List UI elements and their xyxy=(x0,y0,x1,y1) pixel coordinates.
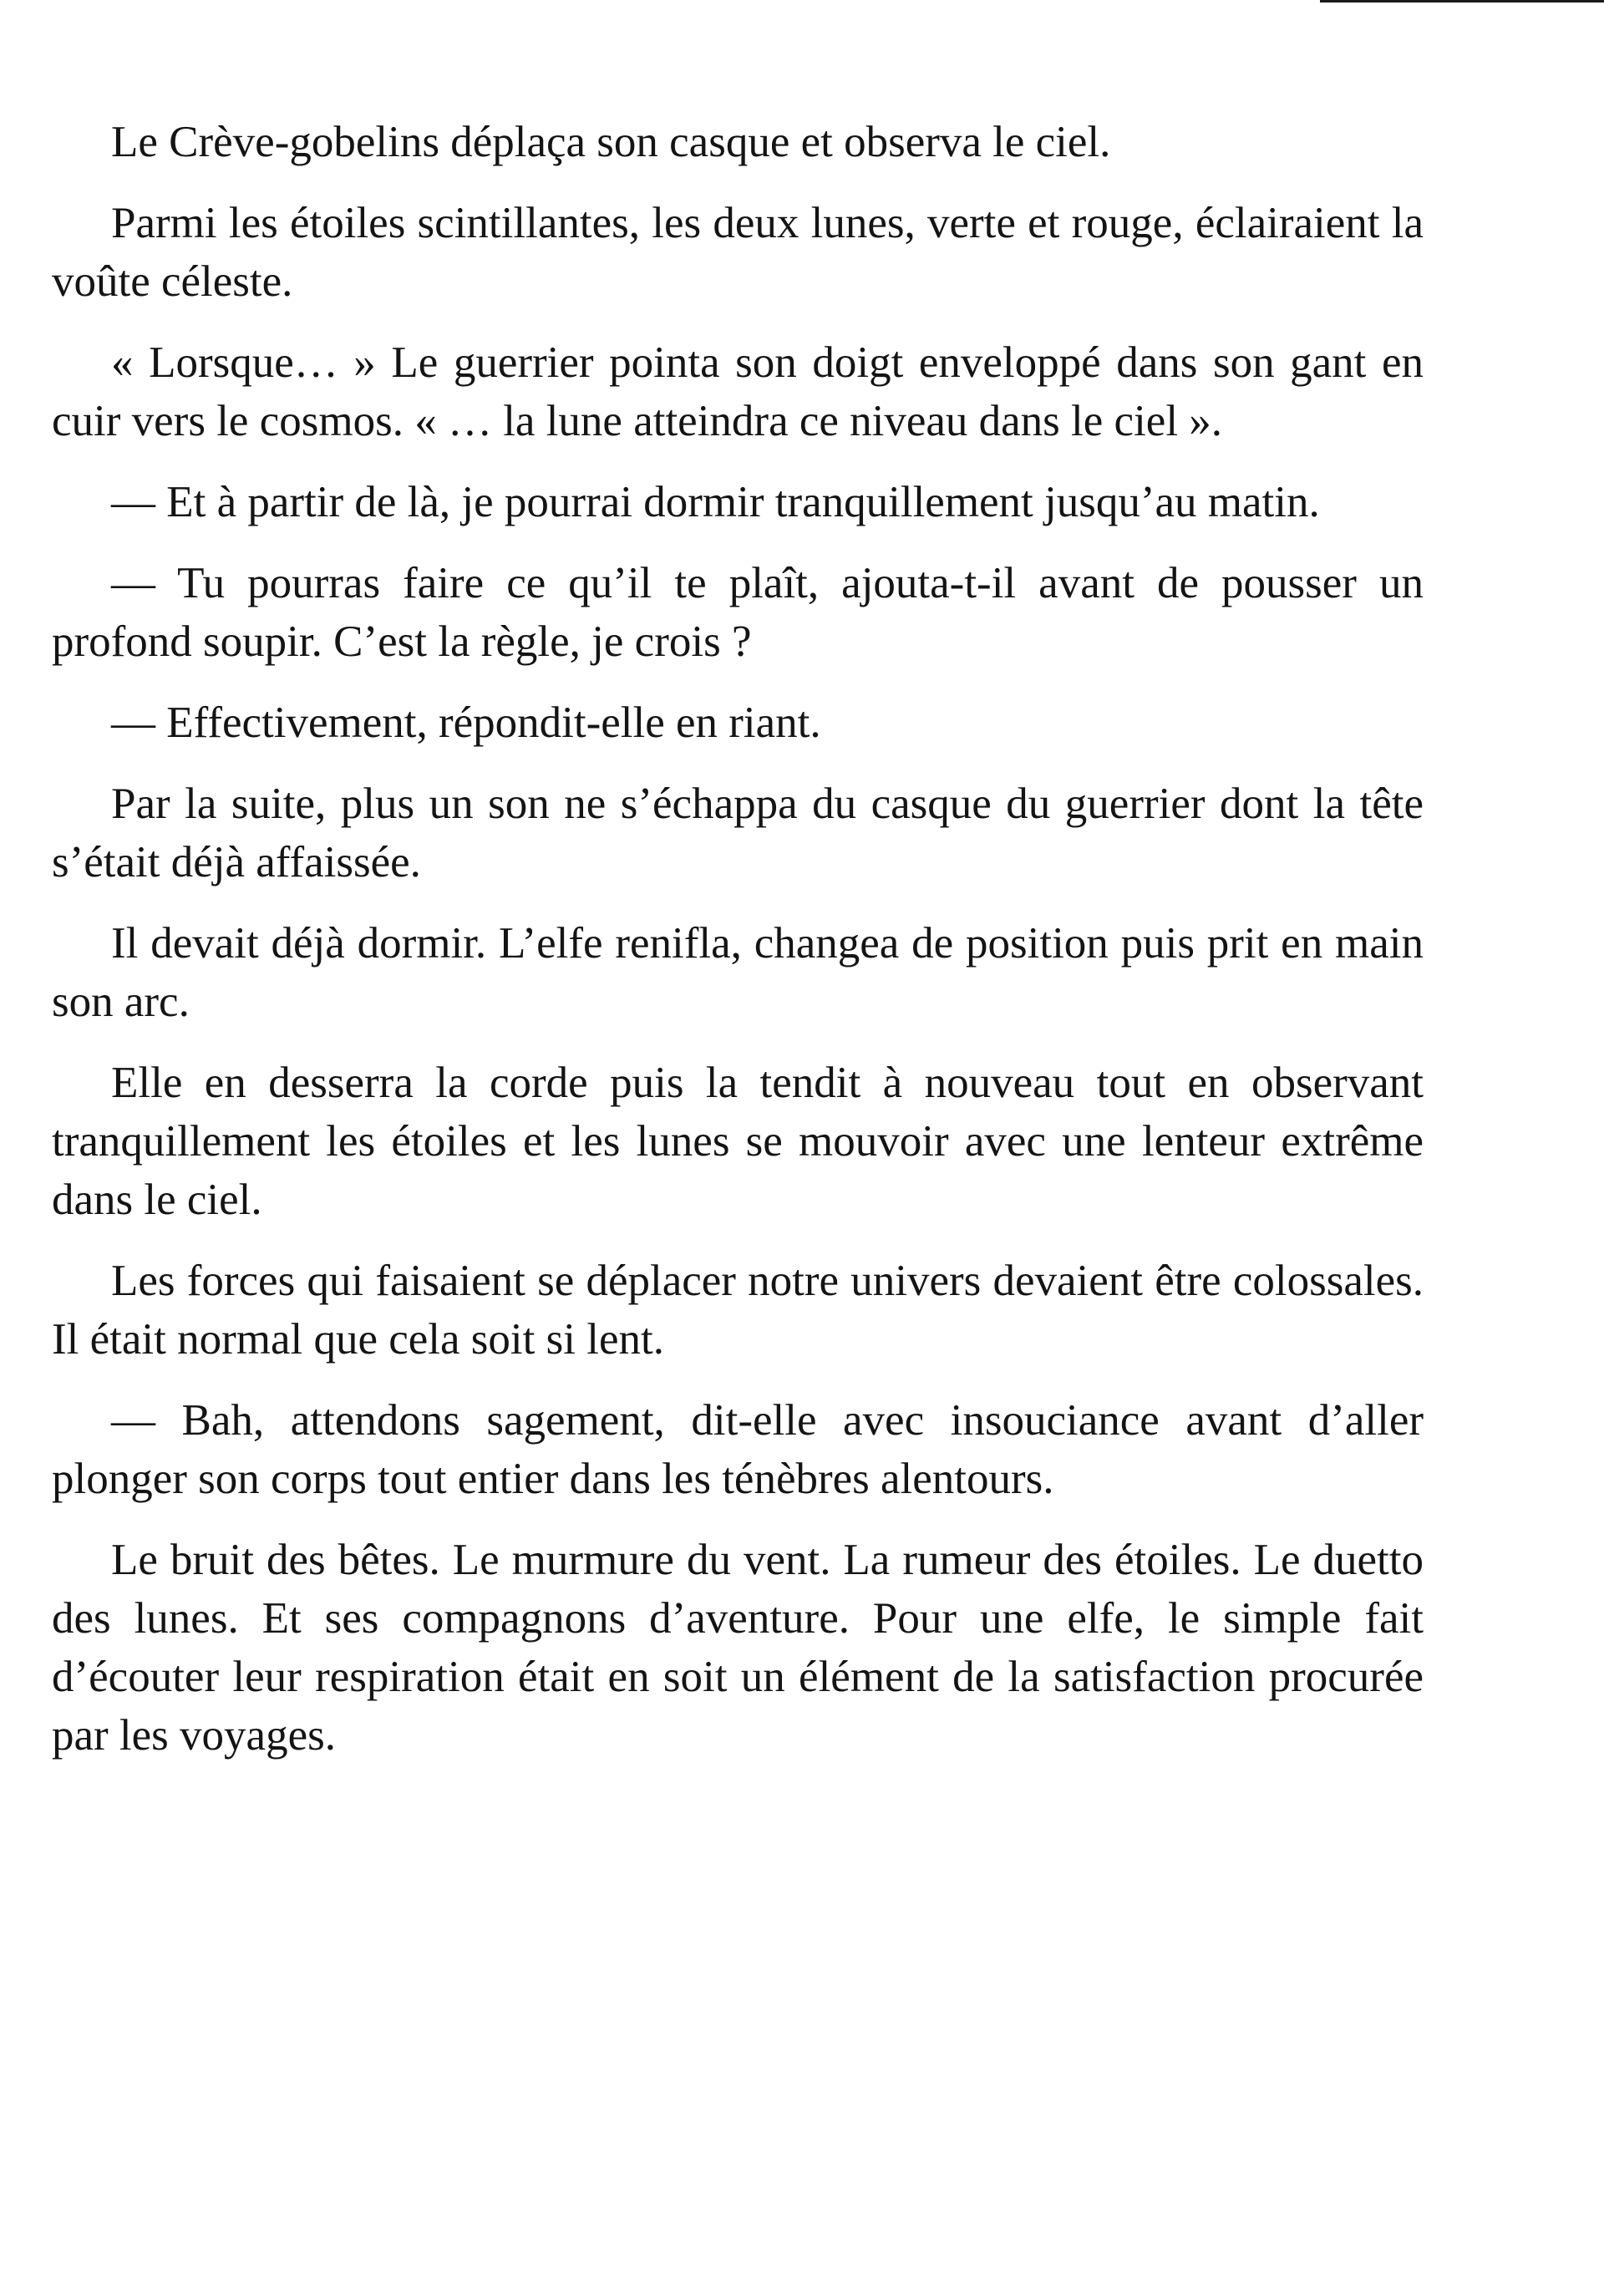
paragraph: Elle en desserra la corde puis la tendit à nouveau tout en observant tranquillement les étoiles et les lunes se mouvoir avec une lenteur extrême dans le ciel. xyxy=(52,1059,1424,1224)
top-edge-rule xyxy=(1320,0,1604,3)
paragraph: Le Crève-gobelins déplaça son casque et observa le ciel. xyxy=(111,118,1111,166)
paragraph: Les forces qui faisaient se déplacer notre univers devaient être colossales. Il était normal que cela soit si lent. xyxy=(52,1257,1424,1364)
paragraph: — Tu pourras faire ce qu’il te plaît, ajouta-t-il avant de pousser un profond soupir. C’est la règle, je crois ? xyxy=(52,559,1424,666)
paragraph: — Effectivement, répondit-elle en riant. xyxy=(111,698,821,747)
paragraph: Il devait déjà dormir. L’elfe renifla, changea de position puis prit en main son arc. xyxy=(52,919,1424,1026)
book-page xyxy=(52,113,1424,1787)
paragraph: Le bruit des bêtes. Le murmure du vent. La rumeur des étoiles. Le duetto des lunes. Et ses compagnons d’aventure. Pour une elfe, le simple fait d’écouter leur respiration était en soit un élément de la satisfaction procurée par les voyages. xyxy=(52,1536,1424,1760)
paragraph: — Et à partir de là, je pourrai dormir tranquillement jusqu’au matin. xyxy=(111,478,1320,526)
paragraph: — Bah, attendons sagement, dit-elle avec insouciance avant d’aller plonger son corps tout entier dans les ténèbres alentours. xyxy=(52,1396,1424,1503)
paragraph: Par la suite, plus un son ne s’échappa du casque du guerrier dont la tête s’était déjà affaissée. xyxy=(52,780,1424,886)
paragraph: « Lorsque… » Le guerrier pointa son doigt enveloppé dans son gant en cuir vers le cosmos. « … la lune atteindra ce niveau dans le ciel ». xyxy=(52,338,1424,445)
paragraph: Parmi les étoiles scintillantes, les deux lunes, verte et rouge, éclairaient la voûte céleste. xyxy=(52,199,1424,306)
